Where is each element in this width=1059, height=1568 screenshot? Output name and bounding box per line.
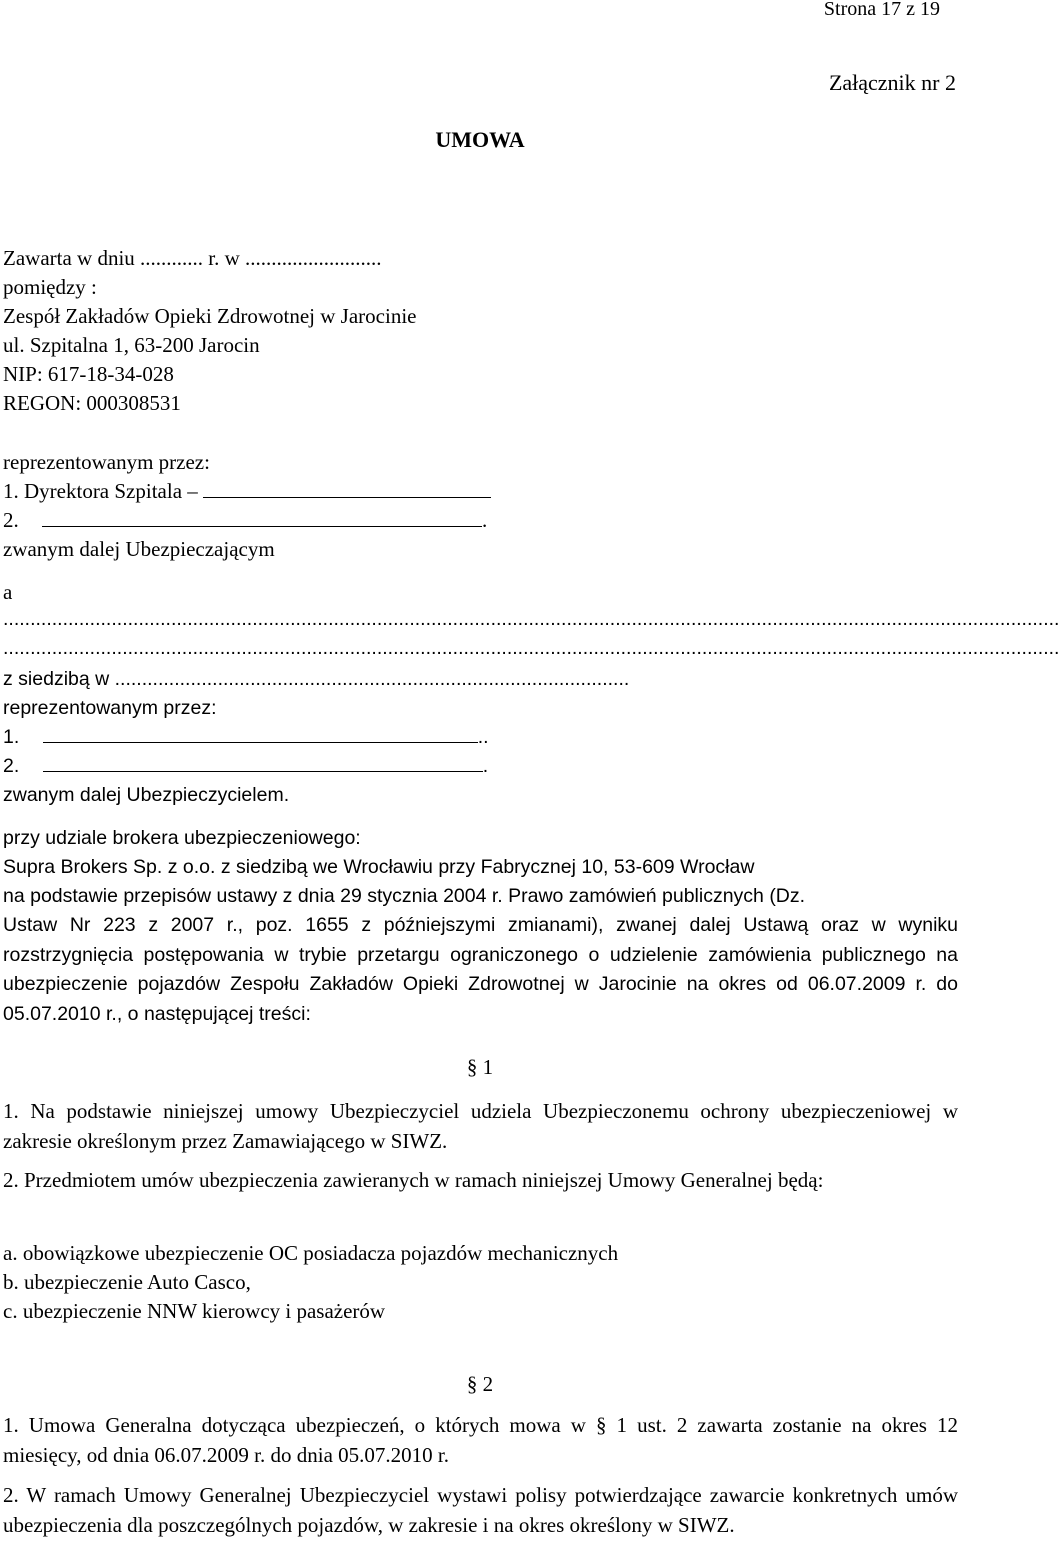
page-number: Strona 17 z 19: [823, 0, 940, 20]
dots-line-2: ...................................................................................................................................................................................................: [3, 637, 1059, 659]
section-2-paragraph-1: 1. Umowa Generalna dotycząca ubezpieczeń, o których mowa w § 1 ust. 2 zawarta zostanie na okres 12 miesięcy, od dnia 06.07.2009 r. do dnia 05.07.2010 r.: [3, 1413, 958, 1467]
blank-line: [42, 508, 482, 527]
dots-line-1: ...................................................................................................................................................................................................: [3, 608, 1059, 630]
section-1-heading: [0, 1055, 960, 1080]
representative-1-text: 1. Dyrektora Szpitala –: [3, 479, 198, 503]
party1-regon: REGON: 000308531: [3, 391, 181, 415]
document-title: UMOWA: [435, 127, 525, 152]
paragraph-icon: §: [466, 1372, 478, 1396]
insurer-representative-2: [3, 753, 488, 779]
party1-nip: NIP: 617-18-34-028: [3, 362, 174, 386]
insurance-item-b: b. ubezpieczenie Auto Casco,: [3, 1270, 251, 1294]
annex-label: Załącznik nr 2: [828, 70, 956, 95]
representative-2-end: .: [482, 508, 488, 532]
blank-line: [43, 724, 478, 743]
insurer-representative-1-end: ..: [477, 726, 489, 748]
party1-address: ul. Szpitalna 1, 63-200 Jarocin: [3, 333, 260, 357]
seat-line: z siedzibą w ...............................................................................................: [3, 668, 630, 690]
section-2-paragraph-2: 2. W ramach Umowy Generalnej Ubezpieczyciel wystawi polisy potwierdzające zawarcie konkretnych umów ubezpieczenia dla poszczególnych pojazdów, w zakresie i na okres określony w SIWZ.: [3, 1483, 958, 1537]
representative-2-number: 2.: [3, 508, 19, 532]
insurer-label: zwanym dalej Ubezpieczycielem.: [3, 784, 290, 806]
and-label: a: [3, 580, 13, 604]
insurer-representative-2-number: 2.: [3, 755, 20, 777]
section-2-heading: [0, 1372, 960, 1397]
blank-line: [203, 479, 491, 498]
insuring-party-label: zwanym dalej Ubezpieczającym: [3, 537, 275, 561]
representative-1: [3, 478, 491, 504]
between-label: pomiędzy :: [3, 275, 97, 299]
party1-name: Zespół Zakładów Opieki Zdrowotnej w Jarocinie: [3, 304, 417, 328]
represented-by-2: reprezentowanym przez:: [3, 697, 217, 719]
basis-paragraph: Ustaw Nr 223 z 2007 r., poz. 1655 z późniejszymi zmianami), zwanej dalej Ustawą oraz w wyniku rozstrzygnięcia postępowania w trybie przetargu ograniczonego o udzielenie zamówienia publicznego na ubezpieczenie pojazdów Zespołu Zakładów Opieki Zdrowotnej w Jarocinie na okres od 06.07.2009 r. do 05.07.2010 r., o następującej treści:: [3, 914, 958, 1025]
basis-line-1: na podstawie przepisów ustawy z dnia 29 stycznia 2004 r. Prawo zamówień publicznych (Dz.: [3, 885, 806, 907]
broker-intro: przy udziale brokera ubezpieczeniowego:: [3, 827, 361, 849]
insurer-representative-1: [3, 724, 489, 750]
broker-line: Supra Brokers Sp. z o.o. z siedzibą we Wrocławiu przy Fabrycznej 10, 53-609 Wrocław: [3, 856, 755, 878]
blank-line: [43, 753, 483, 772]
represented-by: reprezentowanym przez:: [3, 450, 210, 474]
insurance-item-a: a. obowiązkowe ubezpieczenie OC posiadacza pojazdów mechanicznych: [3, 1241, 619, 1265]
representative-2: [3, 507, 487, 533]
section-2-number: 2: [482, 1372, 494, 1396]
insurance-item-c: c. ubezpieczenie NNW kierowcy i pasażerów: [3, 1299, 386, 1323]
insurer-representative-1-number: 1.: [3, 726, 20, 748]
section-1-paragraph-2: 2. Przedmiotem umów ubezpieczenia zawieranych w ramach niniejszej Umowy Generalnej będą:: [3, 1168, 824, 1192]
section-1-paragraph-1: 1. Na podstawie niniejszej umowy Ubezpieczyciel udziela Ubezpieczonemu ochrony ubezpieczeniowej w zakresie określonym przez Zamawiającego w SIWZ.: [3, 1099, 958, 1153]
paragraph-icon: §: [466, 1055, 478, 1079]
concluded-line: Zawarta w dniu ............ r. w ..........................: [3, 246, 382, 270]
insurer-representative-2-end: .: [482, 755, 489, 777]
section-1-number: 1: [482, 1055, 494, 1079]
